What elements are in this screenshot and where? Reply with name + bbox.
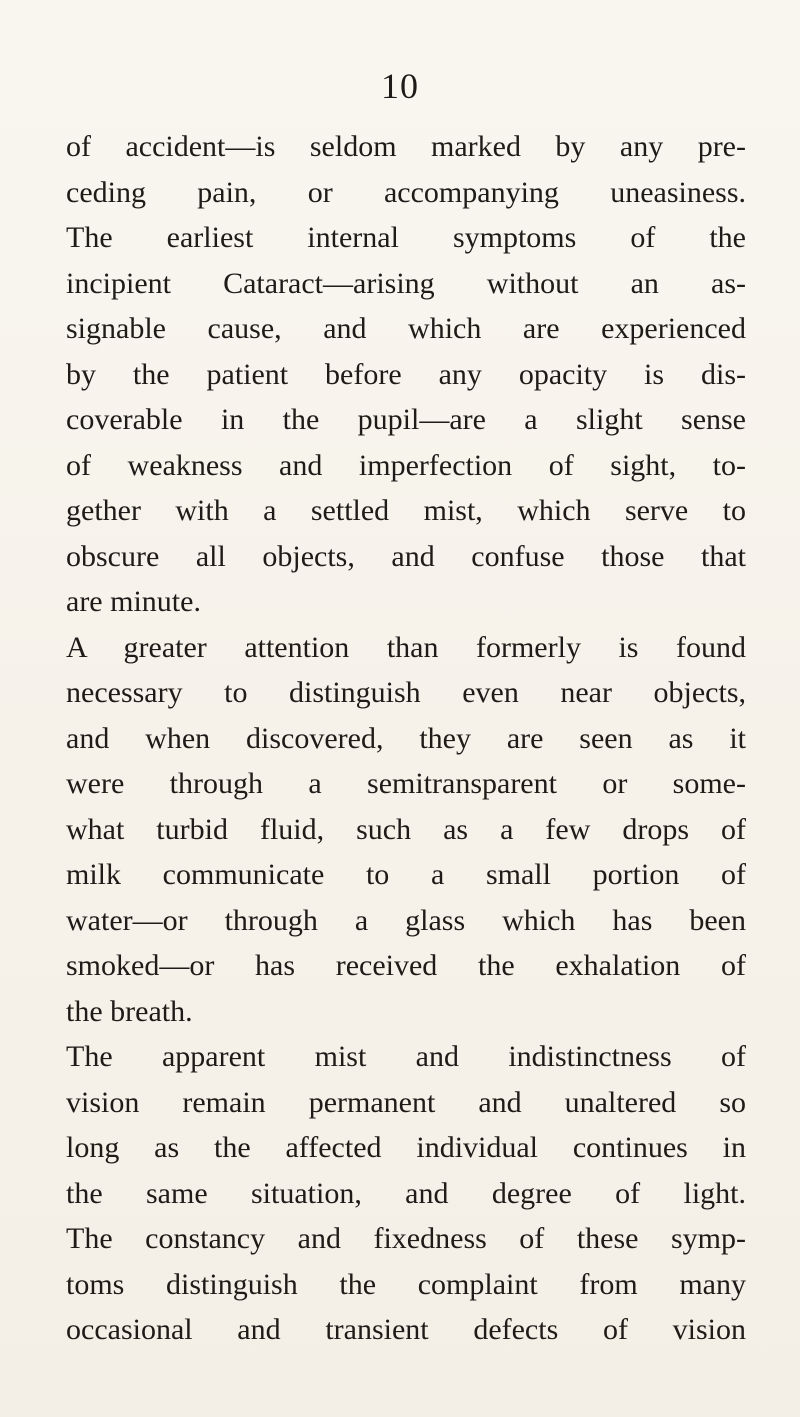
text-line: toms distinguish the complaint from many — [66, 1267, 746, 1301]
text-line: gether with a settled mist, which serve to — [66, 494, 746, 527]
text-line: coverable in the pupil—are a slight sense — [66, 403, 746, 436]
text-line: the breath. — [66, 994, 193, 1028]
text-line: water—or through a glass which has been — [66, 903, 746, 937]
text-line: were through a semitransparent or some- — [66, 767, 746, 800]
text-line: milk communicate to a small portion of — [66, 858, 746, 891]
text-line: and when discovered, they are seen as it — [66, 721, 746, 755]
page-number: 10 — [381, 66, 419, 106]
text-line: occasional and transient defects of vision — [66, 1313, 746, 1346]
text-line: what turbid fluid, such as a few drops of — [66, 812, 746, 846]
text-line: vision remain permanent and unaltered so — [66, 1085, 746, 1119]
text-line: The apparent mist and indistinctness of — [66, 1040, 746, 1073]
text-line: necessary to distinguish even near objects, — [66, 676, 746, 709]
text-line: of weakness and imperfection of sight, to- — [66, 448, 746, 482]
text-line: by the patient before any opacity is dis- — [66, 357, 746, 391]
text-line: long as the affected individual continues in — [66, 1131, 746, 1164]
text-line: ceding pain, or accompanying uneasiness. — [66, 175, 746, 209]
text-line: The constancy and fixedness of these symp- — [66, 1222, 746, 1255]
text-line: smoked—or has received the exhalation of — [66, 949, 746, 982]
text-line: obscure all objects, and confuse those that — [66, 539, 746, 573]
body-text — [66, 124, 746, 1353]
text-line: of accident—is seldom marked by any pre- — [66, 130, 746, 163]
text-line: are minute. — [66, 585, 201, 618]
text-line: signable cause, and which are experienced — [66, 312, 746, 345]
text-line: the same situation, and degree of light. — [66, 1176, 746, 1210]
text-line: A greater attention than formerly is found — [66, 630, 746, 664]
text-line: The earliest internal symptoms of the — [66, 221, 746, 254]
text-line: incipient Cataract—arising without an as- — [66, 266, 746, 300]
